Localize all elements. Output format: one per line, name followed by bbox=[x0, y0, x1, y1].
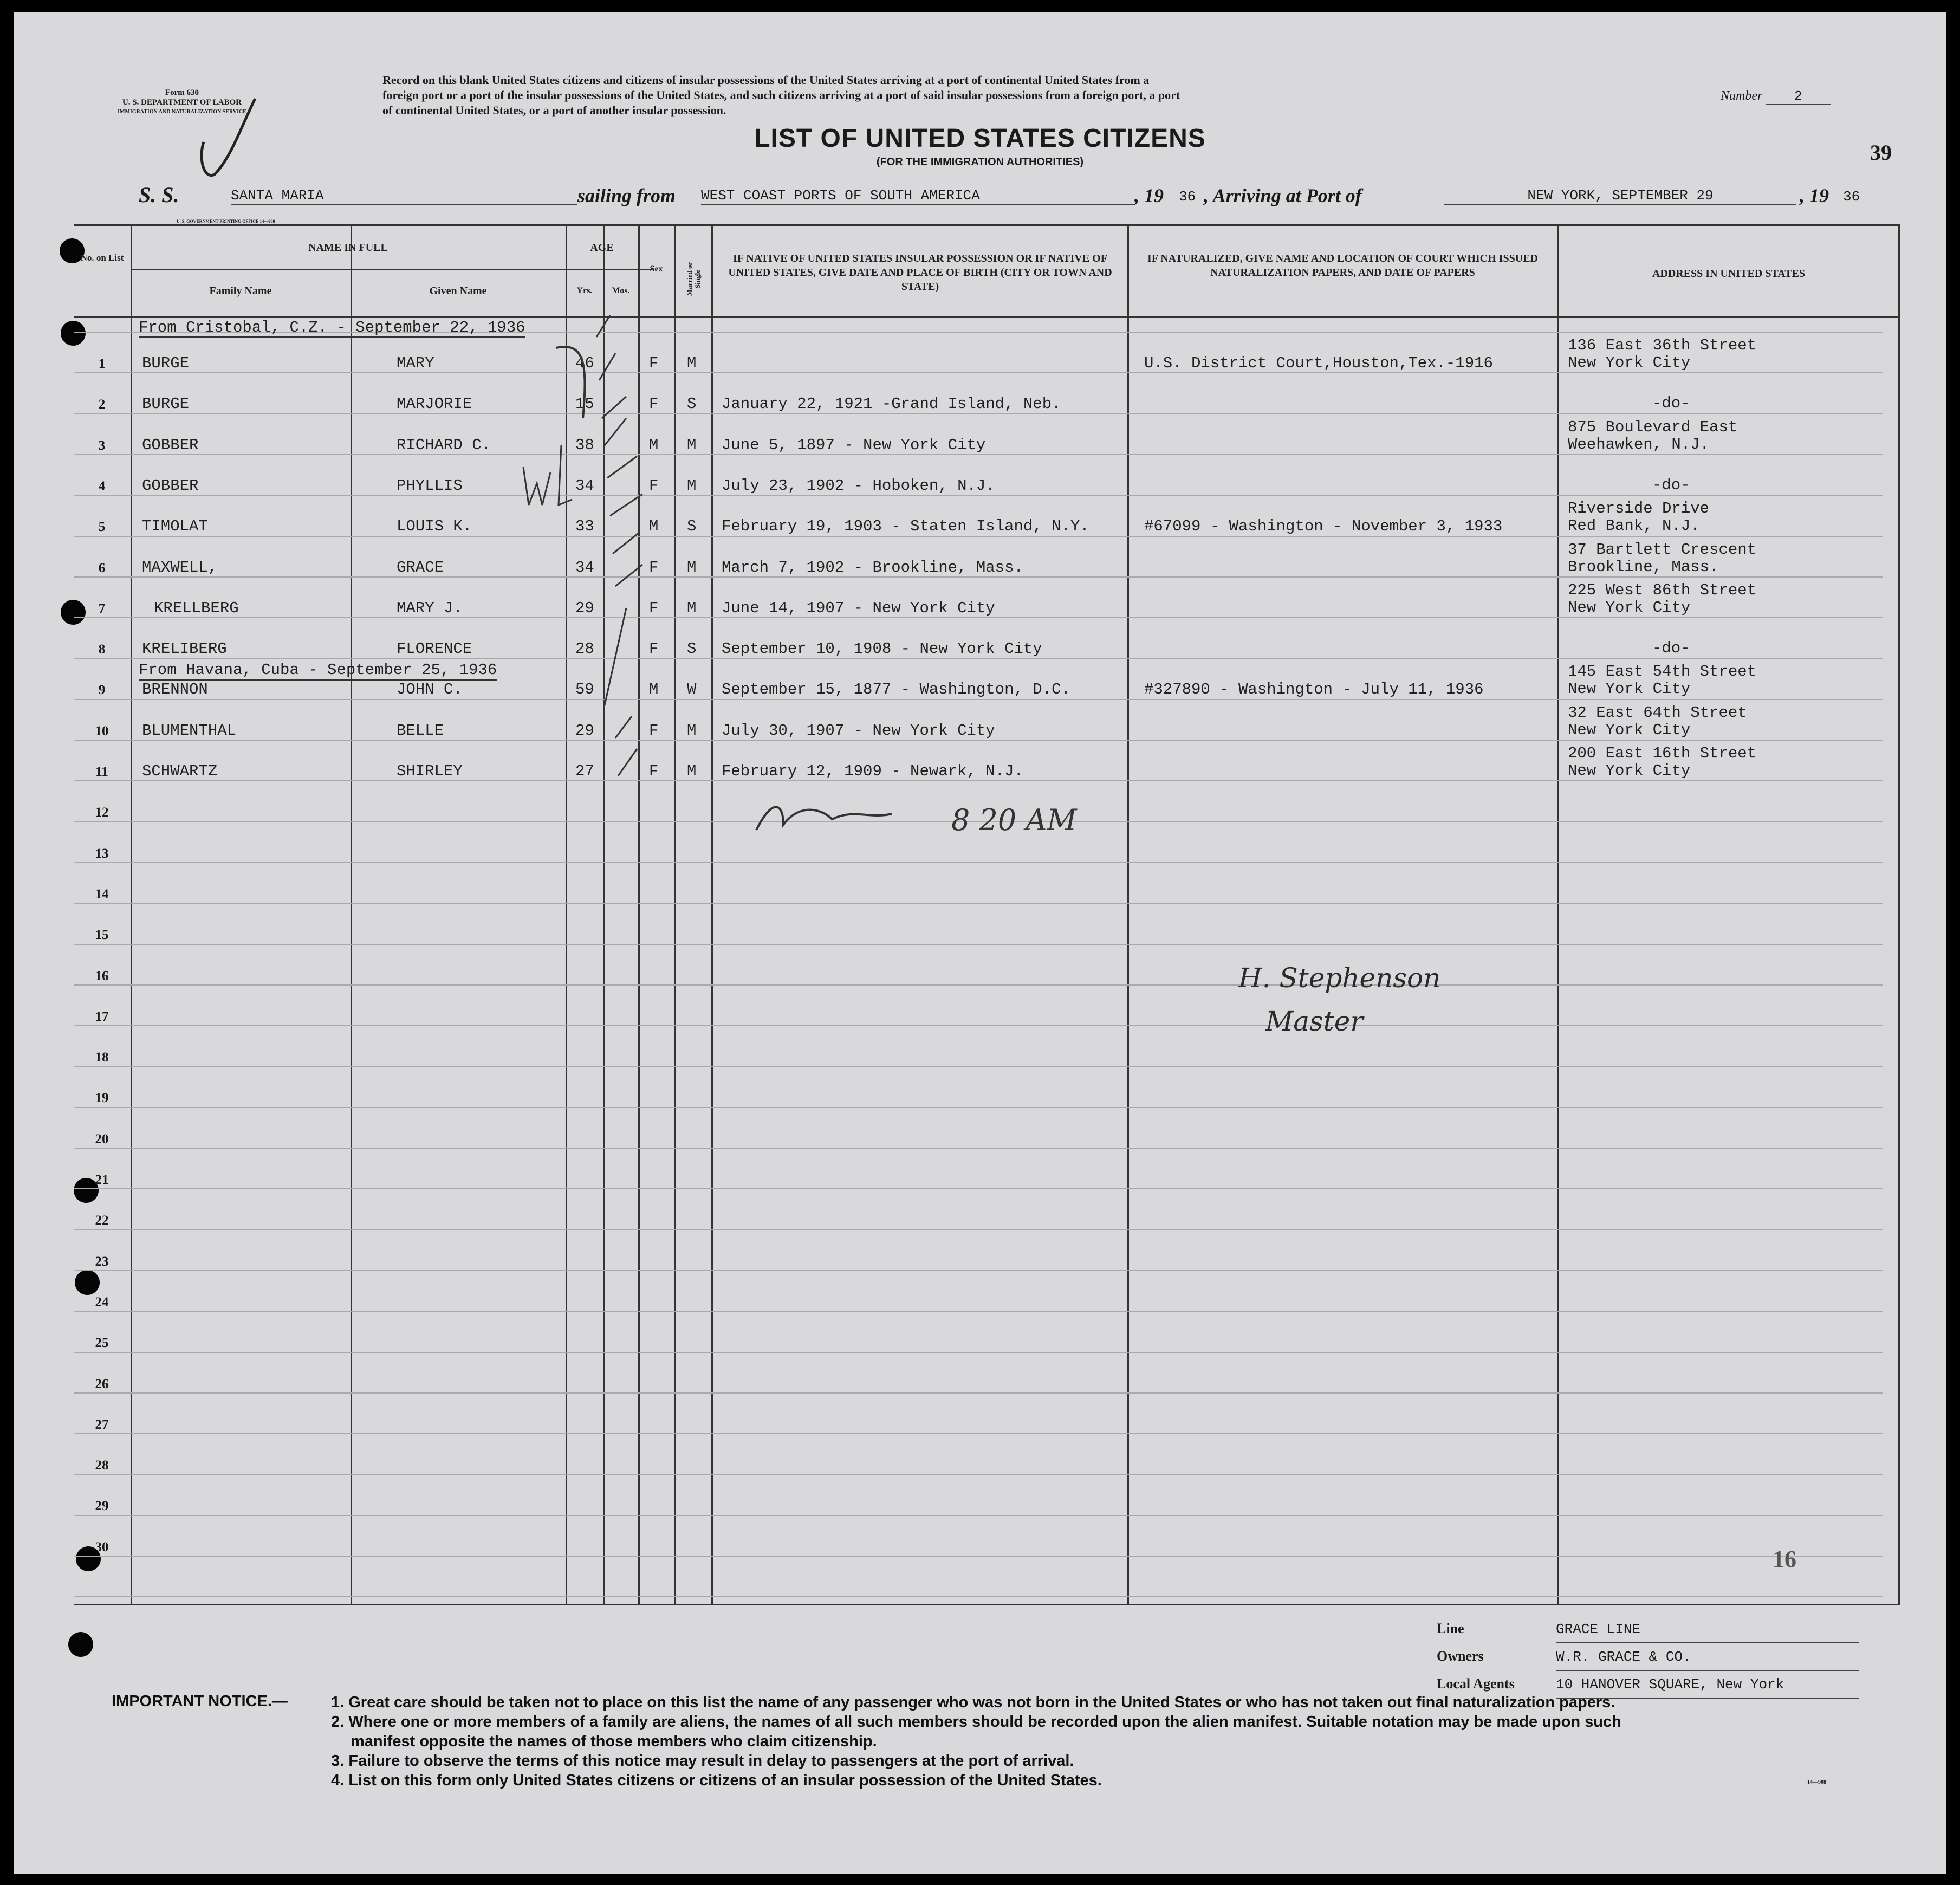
ruled-line bbox=[74, 1188, 1883, 1189]
punch-hole bbox=[75, 1270, 100, 1295]
birth-cell: March 7, 1902 - Brookline, Mass. bbox=[722, 559, 1023, 576]
row-number: 26 bbox=[95, 1377, 109, 1391]
printing-office-text: U. S. GOVERNMENT PRINTING OFFICE bbox=[177, 219, 259, 224]
sailing-label: sailing from bbox=[577, 185, 676, 206]
punch-hole bbox=[61, 600, 86, 625]
owners-label: Owners bbox=[1437, 1648, 1484, 1664]
row-number: 9 bbox=[98, 683, 106, 697]
row-number: 16 bbox=[95, 969, 109, 983]
row-number: 20 bbox=[95, 1132, 109, 1146]
punch-hole bbox=[61, 321, 86, 346]
row-number: 12 bbox=[95, 805, 109, 820]
marital-status-cell: S bbox=[687, 395, 697, 413]
family-name-cell: MAXWELL, bbox=[142, 559, 218, 576]
number-field bbox=[1721, 89, 1831, 105]
row-number: 5 bbox=[98, 520, 106, 534]
address-line: New York City bbox=[1568, 599, 1691, 617]
printing-code: 14—908 bbox=[259, 219, 275, 224]
year-prefix: , 19 bbox=[1134, 185, 1164, 206]
header-yrs: Yrs. bbox=[576, 286, 593, 295]
family-name-cell: GOBBER bbox=[142, 436, 199, 454]
header-mos: Mos. bbox=[612, 286, 630, 295]
ruled-line bbox=[74, 1148, 1883, 1149]
family-name-cell: KRELIBERG bbox=[142, 640, 227, 658]
marital-status-cell: M bbox=[687, 436, 697, 454]
address-line: -do- bbox=[1652, 639, 1690, 657]
age-years-cell: 28 bbox=[575, 640, 594, 658]
row-number: 18 bbox=[95, 1050, 109, 1065]
sex-cell: F bbox=[649, 640, 659, 658]
ruled-line bbox=[74, 780, 1883, 781]
ruled-line bbox=[74, 1433, 1883, 1434]
section-header: From Havana, Cuba - September 25, 1936 bbox=[139, 661, 497, 681]
age-years-cell: 33 bbox=[575, 517, 594, 535]
family-name-cell: BRENNON bbox=[142, 681, 208, 698]
age-years-cell: 34 bbox=[575, 559, 594, 576]
table-top-border bbox=[74, 224, 1899, 226]
address-line: 32 East 64th Street bbox=[1568, 704, 1747, 722]
ruled-line bbox=[74, 984, 1883, 986]
birth-cell: February 19, 1903 - Staten Island, N.Y. bbox=[722, 517, 1089, 535]
ruled-line bbox=[74, 1025, 1883, 1026]
birth-cell: July 30, 1907 - New York City bbox=[722, 722, 995, 740]
ruled-line bbox=[74, 1515, 1883, 1516]
row-number: 8 bbox=[98, 642, 106, 657]
preamble-line: foreign port or a port of the insular possessions of the United States, and such citizens arriving at a port of said insular possessions from a foreign port, a port bbox=[382, 88, 1180, 102]
notice-item: 4. List on this form only United States citizens or citizens of an insular possession of the United States. bbox=[331, 1772, 1102, 1789]
given-name-cell: PHYLLIS bbox=[397, 477, 463, 495]
given-name-cell: FLORENCE bbox=[397, 640, 472, 658]
age-years-cell: 15 bbox=[575, 395, 594, 413]
ruled-line bbox=[74, 944, 1883, 945]
marital-status-cell: M bbox=[687, 559, 697, 576]
notice-item: 2. Where one or more members of a family are aliens, the names of all such members should be recorded upon the alien manifest. Suitable notation may be made upon such bbox=[331, 1713, 1621, 1731]
header-no: No. on List bbox=[80, 252, 124, 263]
age-years-cell: 38 bbox=[575, 436, 594, 454]
table-bottom-border bbox=[74, 1604, 1899, 1605]
ruled-line bbox=[74, 495, 1883, 496]
family-name-cell: GOBBER bbox=[142, 477, 199, 495]
arrival-port: NEW YORK, SEPTEMBER 29 bbox=[1444, 187, 1796, 205]
birth-cell: September 10, 1908 - New York City bbox=[722, 640, 1042, 658]
sex-cell: F bbox=[649, 559, 659, 576]
bracket-mark-handwritten bbox=[550, 337, 605, 424]
ruled-line bbox=[74, 576, 1883, 578]
ruled-line bbox=[74, 617, 1883, 618]
agents-value: 10 HANOVER SQUARE, New York bbox=[1556, 1672, 1859, 1699]
sex-cell: F bbox=[649, 395, 659, 413]
address-line: New York City bbox=[1568, 680, 1691, 698]
header-sex: Sex bbox=[650, 264, 663, 274]
header-birth: IF NATIVE OF UNITED STATES INSULAR POSSESSION OR IF NATIVE OF UNITED STATES, GIVE DATE AND PLACE OF BIRTH (CITY OR TOWN AND STATE) bbox=[728, 252, 1112, 293]
form-title: LIST OF UNITED STATES CITIZENS bbox=[754, 124, 1206, 153]
given-name-cell: GRACE bbox=[397, 559, 444, 576]
age-years-cell: 27 bbox=[575, 762, 594, 780]
ruled-line bbox=[74, 1311, 1883, 1312]
header-address: ADDRESS IN UNITED STATES bbox=[1652, 268, 1806, 280]
address-line: -do- bbox=[1652, 476, 1690, 494]
family-name-cell: BURGE bbox=[142, 395, 190, 413]
age-years-cell: 29 bbox=[575, 599, 594, 617]
given-name-cell: MARJORIE bbox=[397, 395, 472, 413]
header-family-name: Family Name bbox=[209, 285, 272, 297]
year-value-2: 36 bbox=[1843, 189, 1860, 205]
row-number: 30 bbox=[95, 1540, 109, 1554]
naturalization-cell: #327890 - Washington - July 11, 1936 bbox=[1144, 681, 1484, 698]
header-age: AGE bbox=[590, 242, 614, 254]
preamble bbox=[382, 73, 1628, 118]
row-number: 15 bbox=[95, 928, 109, 942]
ruled-line bbox=[74, 1596, 1883, 1597]
col-divider bbox=[131, 224, 132, 1605]
marital-status-cell: M bbox=[687, 599, 697, 617]
marital-status-cell: M bbox=[687, 722, 697, 740]
given-name-cell: RICHARD C. bbox=[397, 436, 491, 454]
notice-item: 3. Failure to observe the terms of this notice may result in delay to passengers at the port of arrival. bbox=[331, 1752, 1074, 1770]
ruled-line bbox=[74, 1270, 1883, 1271]
year-prefix-2: , 19 bbox=[1800, 185, 1829, 206]
family-name-cell: SCHWARTZ bbox=[142, 762, 218, 780]
col-divider bbox=[711, 224, 713, 1605]
given-name-cell: MARY bbox=[397, 354, 434, 372]
naturalization-cell: U.S. District Court,Houston,Tex.-1916 bbox=[1144, 354, 1493, 372]
address-line: Red Bank, N.J. bbox=[1568, 517, 1700, 535]
row-number: 29 bbox=[95, 1499, 109, 1513]
stamp-number: 16 bbox=[1773, 1546, 1796, 1572]
ruled-line bbox=[74, 413, 1883, 414]
agent-block bbox=[1437, 1616, 1859, 1699]
line-value: GRACE LINE bbox=[1556, 1616, 1859, 1643]
header-naturalized: IF NATURALIZED, GIVE NAME AND LOCATION OF COURT WHICH ISSUED NATURALIZATION PAPERS, AND DATE OF PAPERS bbox=[1147, 252, 1538, 278]
arriving-label: , Arriving at Port of bbox=[1204, 185, 1362, 206]
row-number: 28 bbox=[95, 1458, 109, 1473]
notice-label: IMPORTANT NOTICE.— bbox=[112, 1693, 288, 1710]
ruled-line bbox=[74, 699, 1883, 700]
col-divider bbox=[1127, 224, 1129, 1605]
age-years-cell: 34 bbox=[575, 477, 594, 495]
row-number: 10 bbox=[95, 724, 109, 739]
col-divider bbox=[1557, 224, 1559, 1605]
sailing-from: WEST COAST PORTS OF SOUTH AMERICA bbox=[701, 187, 1134, 205]
ss-label: S. S. bbox=[139, 183, 179, 207]
ruled-line bbox=[74, 1474, 1883, 1475]
ruled-line bbox=[74, 1107, 1883, 1108]
owners-value: W.R. GRACE & CO. bbox=[1556, 1644, 1859, 1671]
family-name-cell: TIMOLAT bbox=[142, 517, 208, 535]
address-line: 145 East 54th Street bbox=[1568, 663, 1757, 681]
number-value: 2 bbox=[1766, 89, 1831, 105]
family-name-cell: BLUMENTHAL bbox=[142, 722, 237, 740]
address-line: -do- bbox=[1652, 394, 1690, 412]
master-signature bbox=[1233, 955, 1493, 1052]
table-header-border bbox=[74, 316, 1899, 318]
row-number: 11 bbox=[95, 765, 108, 779]
family-name-cell: KRELLBERG bbox=[154, 599, 239, 617]
address-line: 37 Bartlett Crescent bbox=[1568, 541, 1757, 559]
row-number: 7 bbox=[98, 601, 106, 616]
family-name-cell: BURGE bbox=[142, 354, 190, 372]
sex-cell: M bbox=[649, 436, 659, 454]
col-divider bbox=[351, 224, 352, 1605]
address-line: 225 West 86th Street bbox=[1568, 581, 1757, 599]
row-number: 3 bbox=[98, 438, 106, 453]
marital-status-cell: M bbox=[687, 762, 697, 780]
address-line: New York City bbox=[1568, 354, 1691, 372]
department: U. S. DEPARTMENT OF LABOR bbox=[122, 98, 242, 107]
row-number: 6 bbox=[98, 561, 106, 575]
marital-status-cell: S bbox=[687, 640, 697, 658]
section-header: From Cristobal, C.Z. - September 22, 1936 bbox=[139, 319, 525, 338]
initials-handwritten bbox=[512, 435, 583, 516]
sex-cell: F bbox=[649, 722, 659, 740]
address-line: Brookline, Mass. bbox=[1568, 558, 1719, 576]
address-line: 200 East 16th Street bbox=[1568, 744, 1757, 762]
table-right-border bbox=[1898, 224, 1900, 1605]
notice-item: manifest opposite the names of those members who claim citizenship. bbox=[351, 1733, 877, 1750]
address-line: Weehawken, N.J. bbox=[1568, 436, 1710, 454]
year-value: 36 bbox=[1179, 189, 1196, 205]
naturalization-cell: #67099 - Washington - November 3, 1933 bbox=[1144, 517, 1503, 535]
ruled-line bbox=[74, 658, 1883, 659]
row-number: 19 bbox=[95, 1091, 109, 1105]
line-label: Line bbox=[1437, 1621, 1464, 1636]
row-number: 21 bbox=[95, 1173, 109, 1187]
notice-list bbox=[331, 1693, 1918, 1790]
row-number: 27 bbox=[95, 1417, 109, 1432]
page-number: 39 bbox=[1870, 140, 1892, 165]
row-number: 23 bbox=[95, 1254, 109, 1269]
ship-name: SANTA MARIA bbox=[231, 187, 577, 205]
notice-item: 1. Great care should be taken not to place on this list the name of any passenger who was not born in the United States or who has not taken out final naturalization papers. bbox=[331, 1694, 1615, 1711]
marital-status-cell: M bbox=[687, 477, 697, 495]
given-name-cell: MARY J. bbox=[397, 599, 463, 617]
row-number: 14 bbox=[95, 887, 109, 902]
age-years-cell: 59 bbox=[575, 681, 594, 698]
ruled-line bbox=[74, 372, 1883, 373]
address-line: 136 East 36th Street bbox=[1568, 336, 1757, 354]
address-line: New York City bbox=[1568, 762, 1691, 780]
row-number: 2 bbox=[98, 397, 106, 412]
ruled-line bbox=[74, 1556, 1883, 1557]
printing-office bbox=[177, 219, 275, 224]
header-name-in-full: NAME IN FULL bbox=[308, 242, 388, 254]
given-name-cell: JOHN C. bbox=[397, 681, 463, 698]
birth-cell: January 22, 1921 -Grand Island, Neb. bbox=[722, 395, 1061, 413]
service: IMMIGRATION AND NATURALIZATION SERVICE bbox=[118, 109, 246, 115]
header-given-name: Given Name bbox=[429, 285, 487, 297]
sex-cell: F bbox=[649, 477, 659, 495]
punch-hole bbox=[68, 1632, 93, 1657]
manifest-sheet bbox=[14, 12, 1946, 1874]
birth-cell: February 12, 1909 - Newark, N.J. bbox=[722, 762, 1023, 780]
address-line: Riverside Drive bbox=[1568, 500, 1710, 517]
row-number: 4 bbox=[98, 479, 106, 494]
time-annotation-handwritten bbox=[751, 787, 1130, 846]
ruled-line bbox=[74, 903, 1883, 904]
age-years-cell: 29 bbox=[575, 722, 594, 740]
row-number: 13 bbox=[95, 846, 109, 861]
sex-cell: F bbox=[649, 762, 659, 780]
ruled-line bbox=[74, 1066, 1883, 1067]
sex-cell: F bbox=[649, 354, 659, 372]
marital-status-cell: S bbox=[687, 517, 697, 535]
time-note: 8 20 AM bbox=[951, 803, 1077, 837]
row-number: 24 bbox=[95, 1295, 109, 1310]
birth-cell: June 5, 1897 - New York City bbox=[722, 436, 986, 454]
preamble-line: Record on this blank United States citizens and citizens of insular possessions of the United States arriving at a port of continental United States from a bbox=[382, 73, 1150, 87]
ruled-line bbox=[74, 1352, 1883, 1353]
sex-cell: M bbox=[649, 681, 659, 698]
ruled-line bbox=[74, 536, 1883, 537]
number-label: Number bbox=[1721, 89, 1763, 103]
ruled-line bbox=[74, 1392, 1883, 1394]
form-subtitle: (FOR THE IMMIGRATION AUTHORITIES) bbox=[876, 156, 1084, 168]
given-name-cell: BELLE bbox=[397, 722, 444, 740]
ruled-line bbox=[74, 740, 1883, 741]
sex-cell: F bbox=[649, 599, 659, 617]
row-number: 22 bbox=[95, 1213, 109, 1228]
row-number: 1 bbox=[98, 357, 106, 371]
signature-name: H. Stephenson bbox=[1238, 962, 1441, 994]
marital-status-cell: M bbox=[687, 354, 697, 372]
address-line: 875 Boulevard East bbox=[1568, 418, 1738, 436]
ruled-line bbox=[74, 862, 1883, 863]
marital-status-cell: W bbox=[687, 681, 697, 698]
ruled-line bbox=[74, 454, 1883, 455]
row-number: 17 bbox=[95, 1009, 109, 1024]
given-name-cell: LOUIS K. bbox=[397, 517, 472, 535]
birth-cell: June 14, 1907 - New York City bbox=[722, 599, 995, 617]
signature-title: Master bbox=[1265, 1006, 1364, 1037]
form-code: 14—908 bbox=[1807, 1779, 1826, 1785]
row-number: 25 bbox=[95, 1336, 109, 1350]
sex-cell: M bbox=[649, 517, 659, 535]
ruled-line bbox=[74, 1229, 1883, 1230]
agents-label: Local Agents bbox=[1437, 1676, 1515, 1692]
given-name-cell: SHIRLEY bbox=[397, 762, 463, 780]
birth-cell: July 23, 1902 - Hoboken, N.J. bbox=[722, 477, 995, 495]
preamble-line: of continental United States, or a port of another insular possession. bbox=[382, 103, 726, 117]
address-line: New York City bbox=[1568, 721, 1691, 739]
form-number: Form 630 bbox=[165, 88, 199, 97]
name-subheader-line bbox=[131, 269, 581, 270]
age-years-cell: 46 bbox=[575, 354, 594, 372]
header-married-single: Married or Single bbox=[685, 262, 702, 296]
birth-cell: September 15, 1877 - Washington, D.C. bbox=[722, 681, 1070, 698]
